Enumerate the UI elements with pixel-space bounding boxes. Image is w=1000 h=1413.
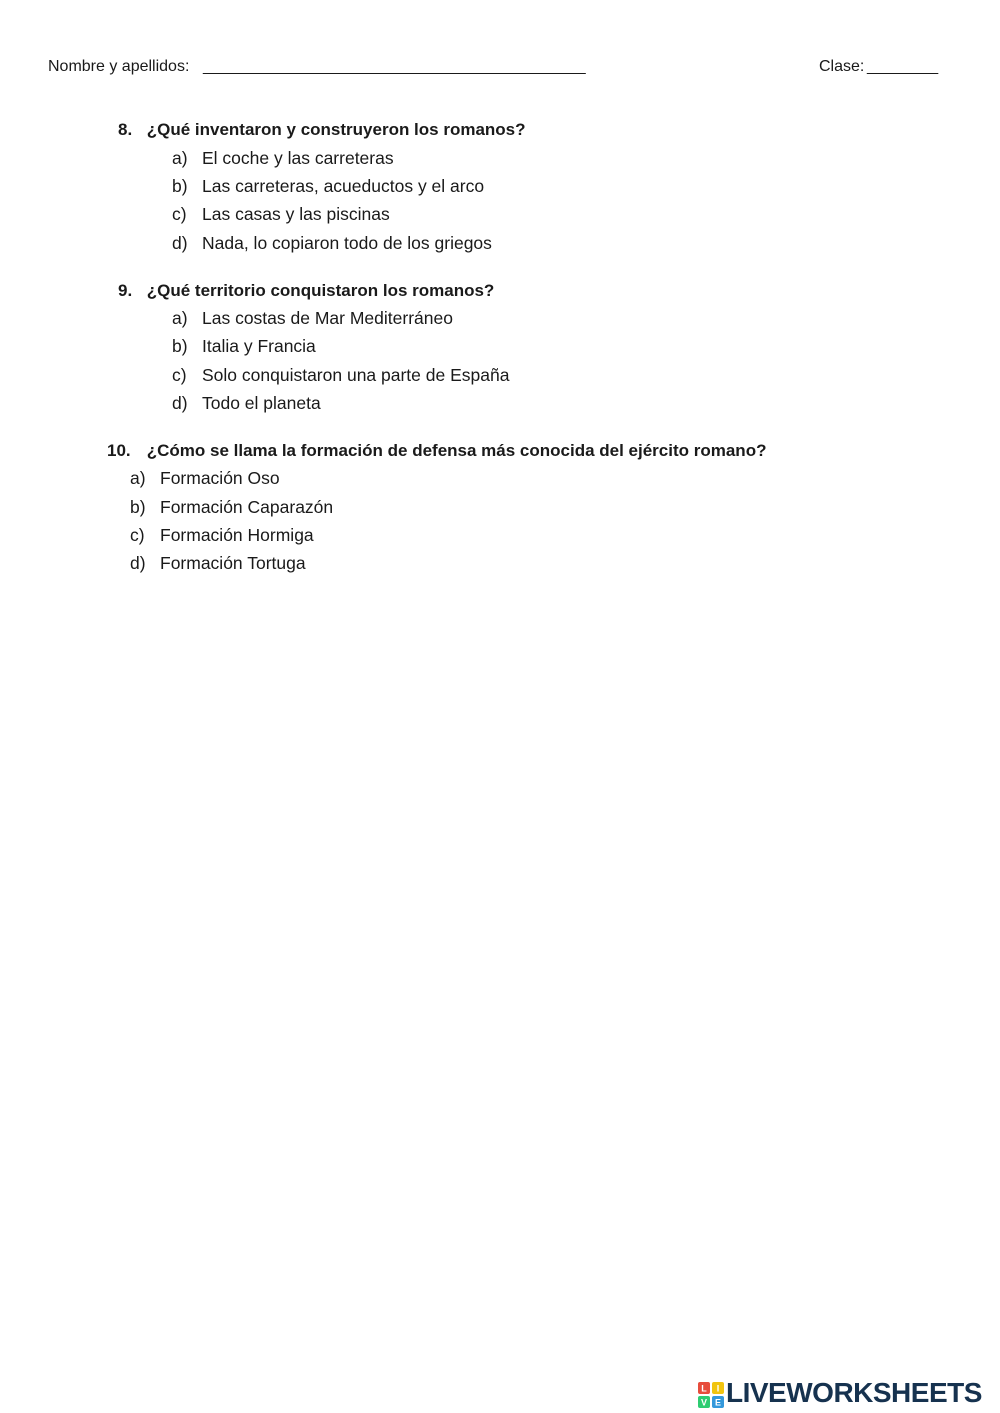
logo-text: LIVEWORKSHEETS xyxy=(726,1377,982,1408)
option-text: Italia y Francia xyxy=(202,336,316,356)
option-text: Todo el planeta xyxy=(202,393,321,413)
option-b[interactable] xyxy=(130,497,333,518)
name-label: Nombre y apellidos: xyxy=(48,58,190,75)
option-c[interactable] xyxy=(172,204,390,225)
question-title xyxy=(107,441,766,461)
logo-tile-letter: I xyxy=(716,1383,720,1394)
option-text: Formación Hormiga xyxy=(160,525,314,545)
option-text: Formación Tortuga xyxy=(160,553,306,573)
option-c[interactable] xyxy=(172,365,509,386)
logo-tile-letter: L xyxy=(701,1383,707,1394)
class-label: Clase: xyxy=(819,58,865,75)
option-text: Formación Oso xyxy=(160,468,280,488)
option-c[interactable] xyxy=(130,525,314,546)
option-text: Solo conquistaron una parte de España xyxy=(202,365,510,385)
option-letter: d) xyxy=(172,233,188,253)
option-d[interactable] xyxy=(172,393,321,414)
option-text: Las carreteras, acueductos y el arco xyxy=(202,176,485,196)
option-text: El coche y las carreteras xyxy=(202,148,394,168)
liveworksheets-logo-icon xyxy=(698,1382,724,1408)
option-letter: b) xyxy=(130,497,146,517)
logo-tile-letter: V xyxy=(700,1397,708,1408)
question-number: 8. xyxy=(118,120,133,139)
option-b[interactable] xyxy=(172,336,316,357)
option-letter: c) xyxy=(172,204,187,224)
option-text: Las casas y las piscinas xyxy=(202,204,390,224)
option-b[interactable] xyxy=(172,176,484,197)
option-letter: a) xyxy=(172,148,188,168)
option-letter: b) xyxy=(172,336,188,356)
logo-tile-letter: E xyxy=(714,1397,722,1408)
question-title xyxy=(118,120,526,140)
question-text: ¿Cómo se llama la formación de defensa más conocida del ejército romano? xyxy=(146,441,767,460)
option-text: Las costas de Mar Mediterráneo xyxy=(202,308,453,328)
option-text: Nada, lo copiaron todo de los griegos xyxy=(202,233,492,253)
option-letter: d) xyxy=(130,553,146,573)
question-text: ¿Qué inventaron y construyeron los romanos? xyxy=(146,120,526,139)
option-a[interactable] xyxy=(172,148,394,169)
liveworksheets-logo xyxy=(698,1378,994,1412)
question-number: 10. xyxy=(107,441,131,460)
option-text: Formación Caparazón xyxy=(160,497,334,517)
worksheet-header xyxy=(48,58,941,84)
option-letter: c) xyxy=(130,525,145,545)
option-letter: d) xyxy=(172,393,188,413)
option-letter: b) xyxy=(172,176,188,196)
option-d[interactable] xyxy=(172,233,492,254)
option-letter: c) xyxy=(172,365,187,385)
option-a[interactable] xyxy=(130,468,280,489)
option-d[interactable] xyxy=(130,553,306,574)
question-title xyxy=(118,281,494,301)
option-letter: a) xyxy=(130,468,146,488)
option-letter: a) xyxy=(172,308,188,328)
question-text: ¿Qué territorio conquistaron los romanos? xyxy=(146,281,495,300)
name-field-line: ___________________________________________ xyxy=(203,58,586,75)
class-field-line: ________ xyxy=(867,58,939,75)
option-a[interactable] xyxy=(172,308,453,329)
question-number: 9. xyxy=(118,281,133,300)
